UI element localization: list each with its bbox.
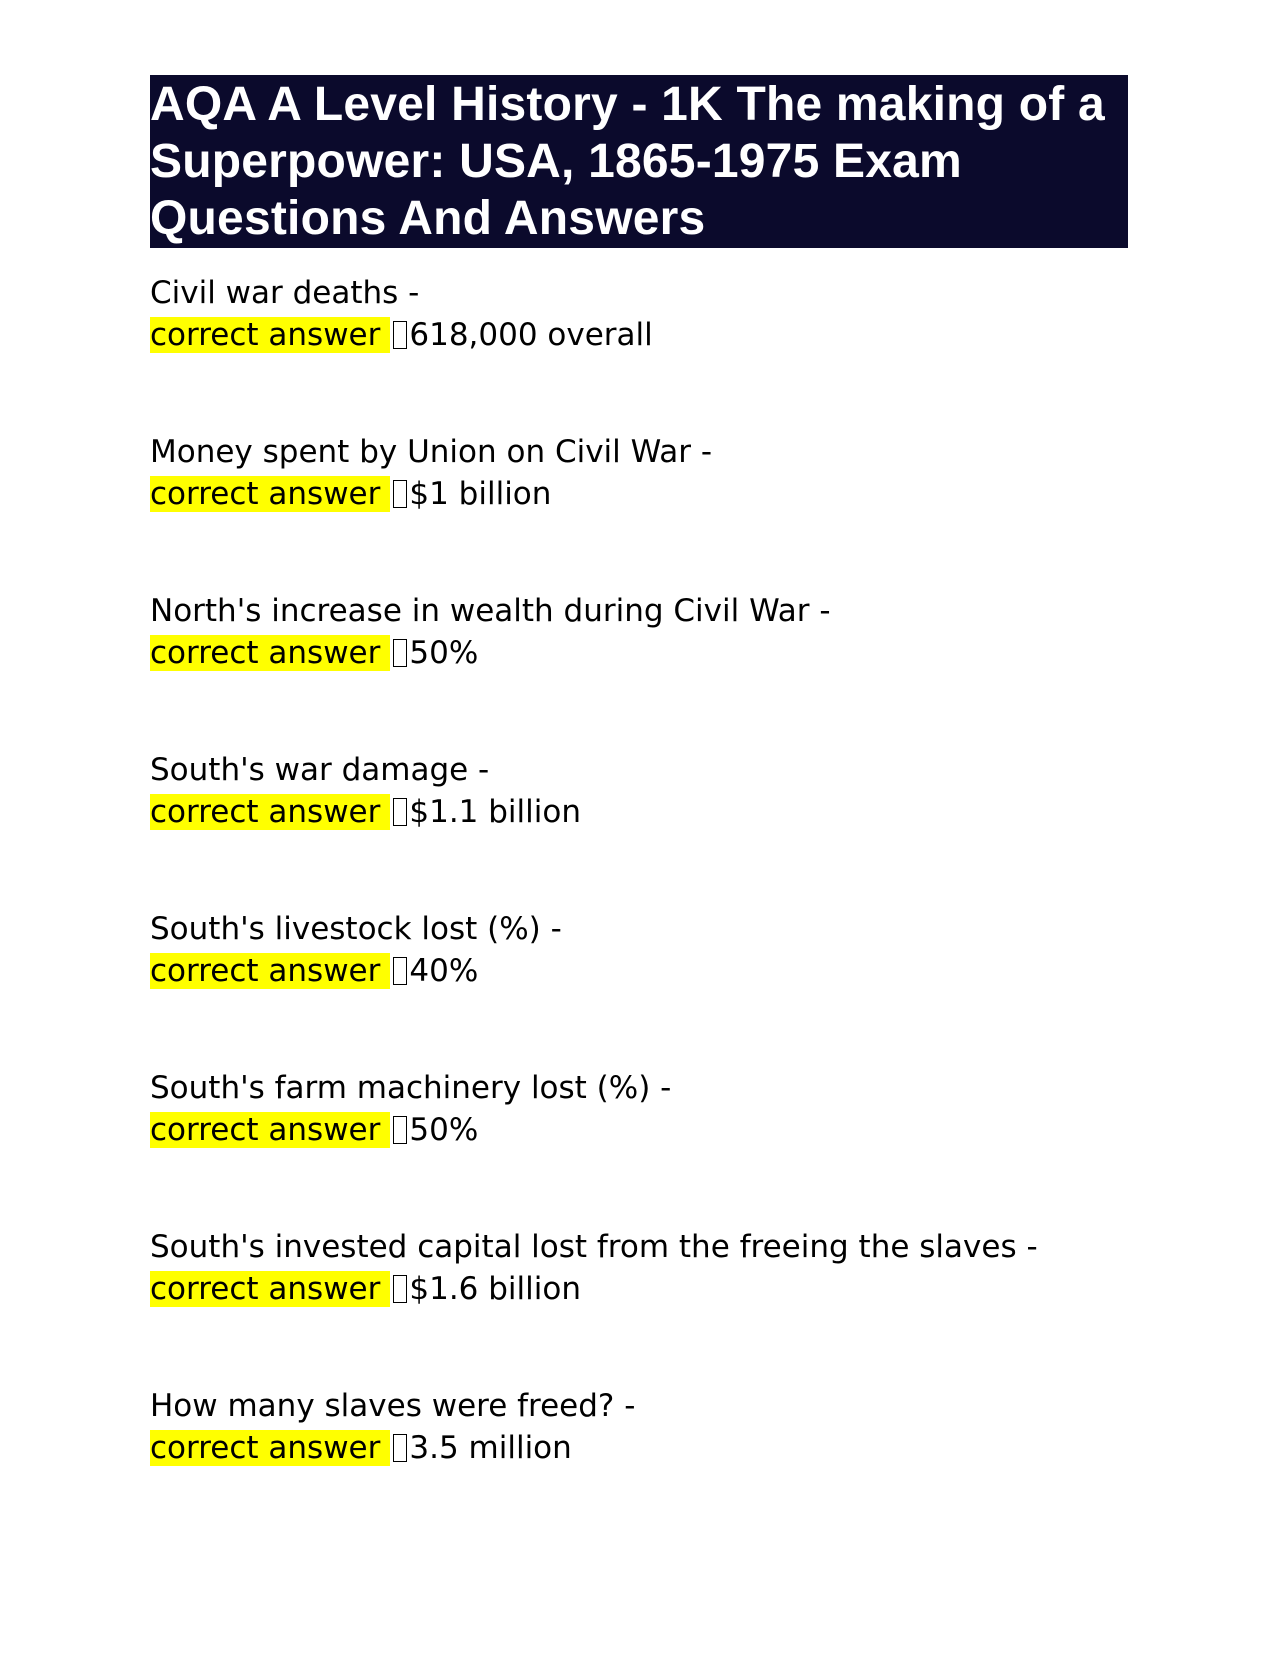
question-text: How many slaves were freed? - (150, 1388, 636, 1424)
question-text: South's invested capital lost from the freeing the slaves - (150, 1229, 1038, 1265)
answer-text: $1.1 billion (409, 794, 581, 830)
question-text: South's livestock lost (%) - (150, 911, 562, 947)
qa-item (150, 1226, 1150, 1385)
answer-text: 618,000 overall (409, 317, 653, 353)
answer-label: correct answer (150, 635, 390, 671)
answer-label: correct answer (150, 476, 390, 512)
qa-item (150, 908, 1150, 1067)
missing-glyph-icon (393, 321, 407, 349)
answer-text: $1 billion (409, 476, 552, 512)
answer-label: correct answer (150, 1430, 390, 1466)
qa-item (150, 1385, 1150, 1544)
document-title: AQA A Level History - 1K The making of a Superpower: USA, 1865-1975 Exam Questions And Answers (150, 78, 1105, 245)
title-banner (150, 75, 1128, 248)
question-text: Civil war deaths - (150, 275, 420, 311)
answer-line (150, 1268, 1150, 1310)
answer-line (150, 473, 1150, 515)
qa-item (150, 431, 1150, 590)
answer-line (150, 950, 1150, 992)
qa-item (150, 272, 1150, 431)
answer-line (150, 791, 1150, 833)
qa-item (150, 749, 1150, 908)
answer-label: correct answer (150, 794, 390, 830)
answer-label: correct answer (150, 317, 390, 353)
qa-item (150, 1067, 1150, 1226)
answer-text: $1.6 billion (409, 1271, 581, 1307)
missing-glyph-icon (393, 1116, 407, 1144)
answer-line (150, 1427, 1150, 1469)
missing-glyph-icon (393, 1275, 407, 1303)
answer-text: 50% (409, 635, 479, 671)
missing-glyph-icon (393, 480, 407, 508)
answer-line (150, 1109, 1150, 1151)
question-text: South's war damage - (150, 752, 490, 788)
answer-label: correct answer (150, 1112, 390, 1148)
missing-glyph-icon (393, 639, 407, 667)
missing-glyph-icon (393, 798, 407, 826)
answer-label: correct answer (150, 953, 390, 989)
missing-glyph-icon (393, 957, 407, 985)
answer-label: correct answer (150, 1271, 390, 1307)
missing-glyph-icon (393, 1434, 407, 1462)
question-text: South's farm machinery lost (%) - (150, 1070, 672, 1106)
answer-line (150, 314, 1150, 356)
question-text: North's increase in wealth during Civil War - (150, 593, 831, 629)
answer-line (150, 632, 1150, 674)
qa-list (150, 272, 1150, 1544)
answer-text: 3.5 million (409, 1430, 572, 1466)
answer-text: 40% (409, 953, 479, 989)
qa-item (150, 590, 1150, 749)
question-text: Money spent by Union on Civil War - (150, 434, 713, 470)
answer-text: 50% (409, 1112, 479, 1148)
